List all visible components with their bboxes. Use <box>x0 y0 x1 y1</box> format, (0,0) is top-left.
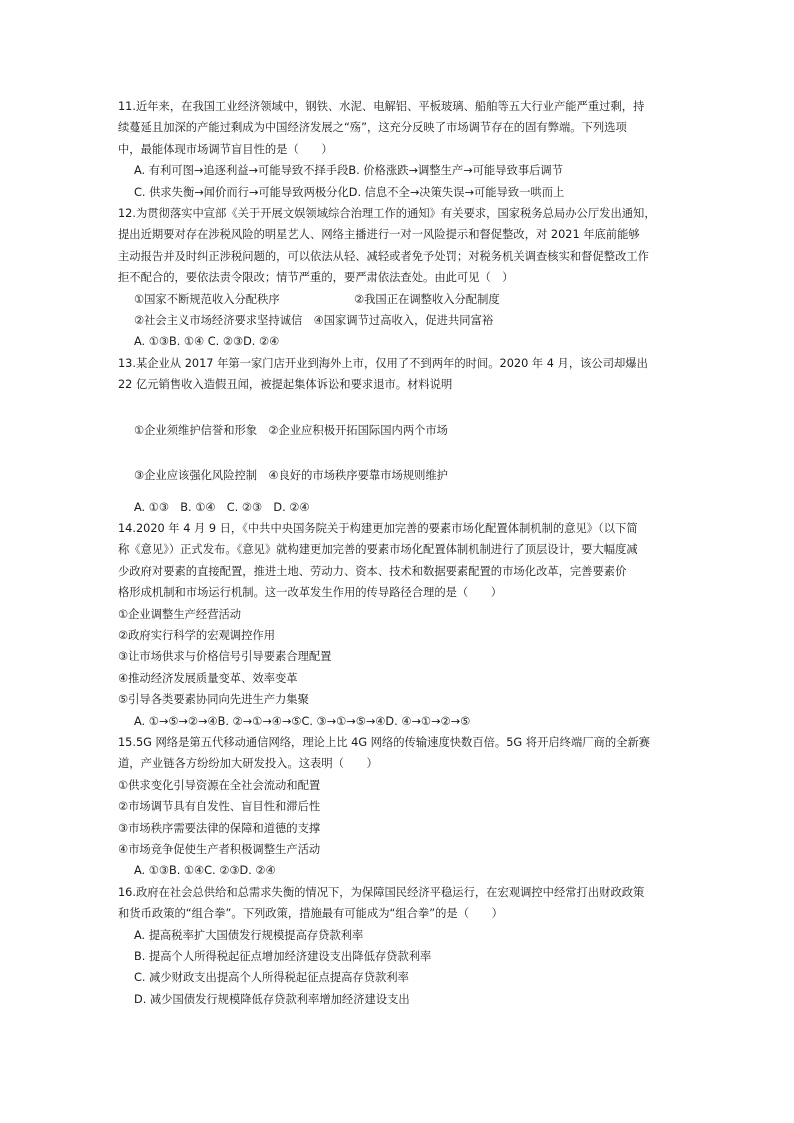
question-12-item-1: ①国家不断规范收入分配秩序 <box>134 292 280 306</box>
question-15-item: ①供求变化引导资源在全社会流动和配置 <box>118 778 321 792</box>
exam-page <box>118 96 688 1010</box>
question-16-stem-line: 和货币政策的“组合拳”。下列政策，措施最有可能成为“组合拳”的是（ ） <box>118 907 503 921</box>
question-14-stem-line: 少政府对要素的直接配置，推进土地、劳动力、资本、技术和数据要素配置的市场化改革，完善要素价 <box>118 564 627 578</box>
question-14-stem-line: 格形成机制和市场运行机制。这一改革发生作用的传导路径合理的是（ ） <box>118 586 503 600</box>
question-12-stem-line: 拒不配合的，要依法责令限改；情节严重的，要严肃依法查处。由此可见（ ） <box>118 271 514 285</box>
question-11-options-ab: A. 有利可图→追逐利益→可能导致不择手段B. 价格涨跌→调整生产→可能导致事后调节 <box>134 164 564 178</box>
spacer <box>118 396 688 420</box>
question-12-items-row <box>118 289 688 310</box>
question-12 <box>118 203 688 353</box>
question-12-stem-line: 主动报告并及时纠正涉税问题的，可以依法从轻、减轻或者免予处罚；对税务机关调查核实和督促整改工作 <box>118 249 649 263</box>
spacer <box>118 487 688 497</box>
question-16-option-c: C. 减少财政支出提高个人所得税起征点提高存贷款利率 <box>134 971 409 985</box>
question-14-stem-line: 称《意见》）正式发布。《意见》就构建更加完善的要素市场化配置体制机制进行了顶层设计，要大幅度减 <box>118 543 638 557</box>
question-14-item: ④推动经济发展质量变革、效率变革 <box>118 671 298 685</box>
question-16-option-a: A. 提高税率扩大国债发行规模提高存贷款利率 <box>134 928 364 942</box>
question-14-stem-line: 14.2020 年 4 月 9 日，《中共中央国务院关于构建更加完善的要素市场化配置体制机制的意见》（以下简 <box>118 521 638 535</box>
question-13 <box>118 353 688 518</box>
question-13-answer-options: A. ①③ B. ①④ C. ②③ D. ②④ <box>134 500 310 514</box>
question-11 <box>118 96 688 203</box>
question-14-answer-options: A. ①→⑤→②→④B. ②→①→④→⑤C. ③→①→⑤→④D. ④→①→②→⑤ <box>134 714 471 728</box>
question-15-item: ②市场调节具有自发性、盲目性和滞后性 <box>118 800 321 814</box>
question-16 <box>118 882 688 1010</box>
question-15-stem-line: 道，产业链各方纷纷加大研发投入。这表明（ ） <box>118 757 378 771</box>
question-12-answer-options: A. ①③B. ①④ C. ②③D. ②④ <box>134 335 280 349</box>
question-11-stem-line: 续蔓延且加深的产能过剩成为中国经济发展之“殇”，这充分反映了市场调节存在的固有弊端。下列选项 <box>118 121 627 135</box>
question-14-item: ①企业调整生产经营活动 <box>118 607 242 621</box>
question-13-items-row: ①企业须维护信誉和形象 ②企业应积极开拓国际国内两个市场 <box>134 423 448 437</box>
question-16-option-b: B. 提高个人所得税起征点增加经济建设支出降低存贷款利率 <box>134 950 432 964</box>
question-15-stem-line: 15.5G 网络是第五代移动通信网络，理论上比 4G 网络的传输速度快数百倍。5G 将开启终端厂商的全新赛 <box>118 735 651 749</box>
question-13-stem-line: 22 亿元销售收入造假丑闻，被提起集体诉讼和要求退市。材料说明 <box>118 378 453 392</box>
question-16-stem-line: 16.政府在社会总供给和总需求失衡的情况下，为保障国民经济平稳运行，在宏观调控中经常打出财政政策 <box>118 885 645 899</box>
question-15-item: ④市场竞争促使生产者积极调整生产活动 <box>118 843 321 856</box>
question-12-items-row: ②社会主义市场经济要求坚持诚信 ④国家调节过高收入，促进共同富裕 <box>134 314 494 328</box>
question-11-stem-line: 中，最能体现市场调节盲目性的是（ ） <box>118 142 333 156</box>
question-11-options-cd: C. 供求失衡→闻价而行→可能导致两极分化D. 信息不全→决策失误→可能导致一哄而上 <box>134 185 565 199</box>
question-15-item: ③市场秩序需要法律的保障和道德的支撑 <box>118 821 321 835</box>
question-16-option-d: D. 减少国债发行规模降低存贷款利率增加经济建设支出 <box>134 992 410 1006</box>
question-14-item: ⑤引导各类要素协同向先进生产力集聚 <box>118 693 309 707</box>
question-13-items-row: ③企业应该强化风险控制 ④良好的市场秩序要靠市场规则维护 <box>134 469 448 483</box>
question-14 <box>118 518 688 732</box>
question-13-stem-line: 13.某企业从 2017 年第一家门店开业到海外上市，仅用了不到两年的时间。2020 年 4 月，该公司却爆出 <box>118 356 648 370</box>
question-15-answer-options: A. ①③B. ①④C. ②③D. ②④ <box>134 864 276 878</box>
question-15 <box>118 732 688 882</box>
question-11-stem-line: 11.近年来，在我国工业经济领域中，钢铁、水泥、电解铝、平板玻璃、船舶等五大行业产能严重过剩，持 <box>118 100 645 113</box>
question-12-stem-line: 提出近期要对存在涉税风险的明星艺人、网络主播进行一对一风险提示和督促整改，对 2021 年底前能够 <box>118 228 640 242</box>
question-12-item-2: ②我国正在调整收入分配制度 <box>354 292 500 306</box>
question-14-item: ②政府实行科学的宏观调控作用 <box>118 628 275 642</box>
spacer <box>118 441 688 465</box>
question-14-item: ③让市场供求与价格信号引导要素合理配置 <box>118 650 332 664</box>
question-12-stem-line: 12.为贯彻落实中宣部《关于开展文娱领域综合治理工作的通知》有关要求，国家税务总局办公厅发出通知， <box>118 207 656 221</box>
